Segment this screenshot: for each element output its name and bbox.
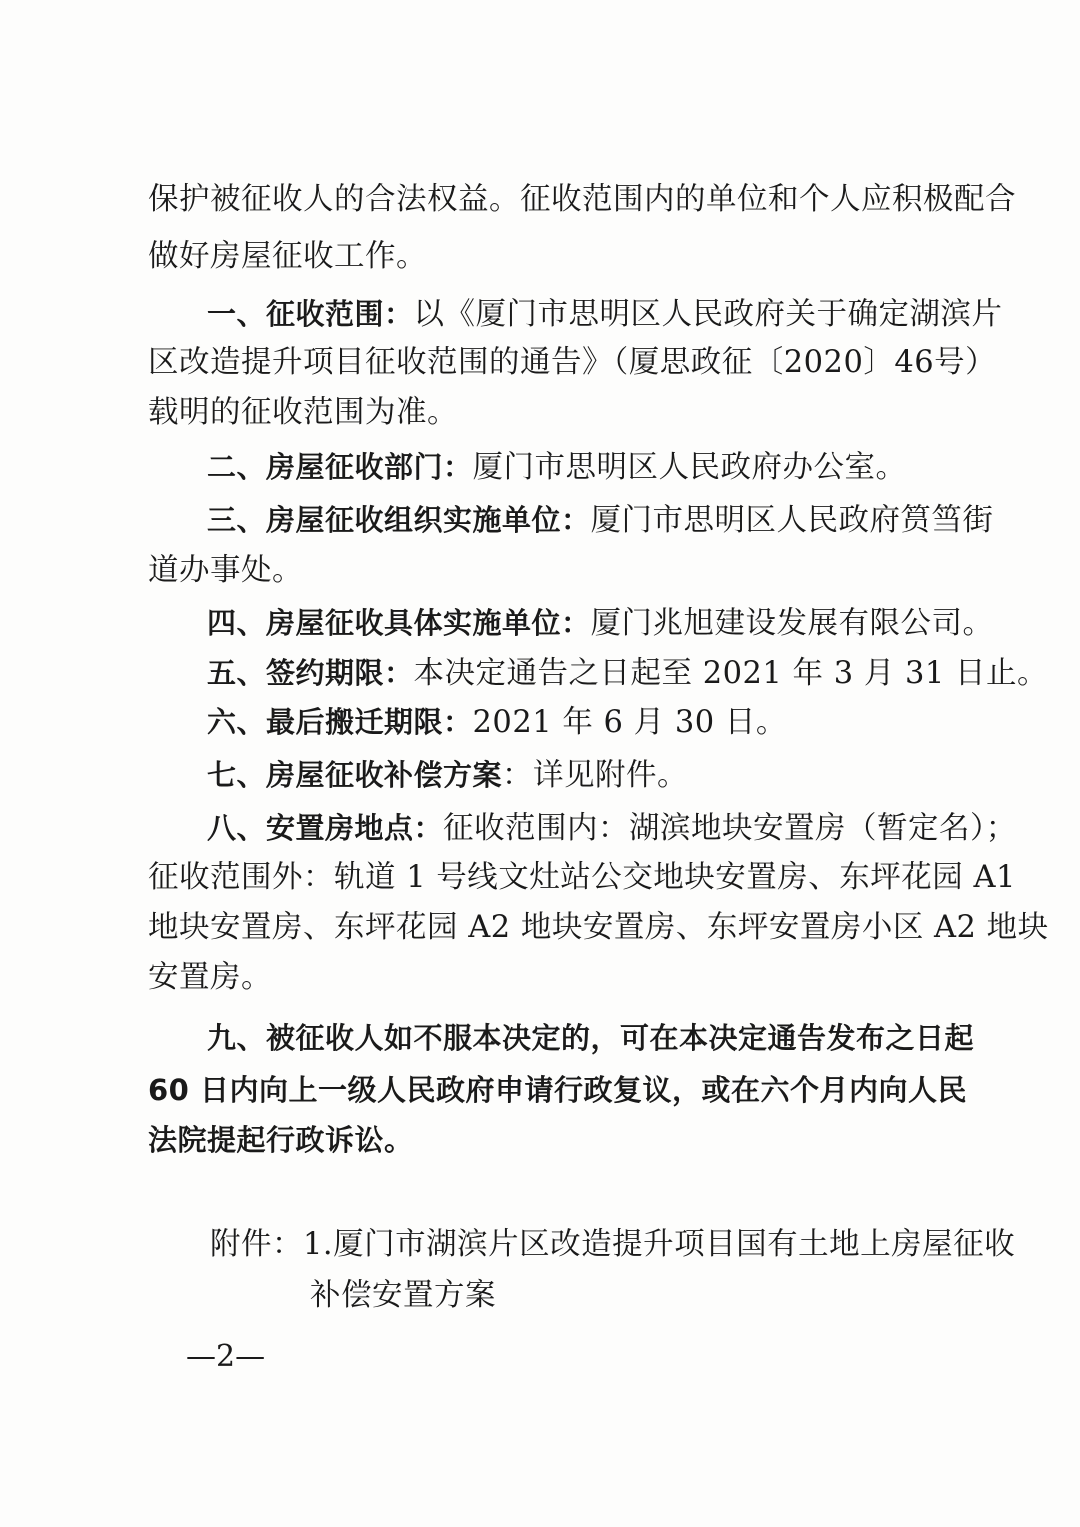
body-line: 法院提起行政诉讼。 <box>148 1123 414 1157</box>
section-4-heading: 四、房屋征收具体实施单位： <box>207 606 591 640</box>
section-9: 九、被征收人如不服本决定的，可在本决定通告发布之日起 <box>207 1021 975 1055</box>
body-line: 征收范围外：轨道 1 号线文灶站公交地块安置房、东坪花园 A1 <box>148 860 1016 895</box>
section-3-heading: 三、房屋征收组织实施单位： <box>207 503 591 537</box>
section-4: 四、房屋征收具体实施单位：厦门兆旭建设发展有限公司。 <box>207 606 994 641</box>
body-line: 60 日内向上一级人民政府申请行政复议，或在六个月内向人民 <box>148 1073 967 1107</box>
section-5-heading: 五、签约期限： <box>207 656 414 690</box>
page-number: —2— <box>186 1339 266 1374</box>
body-line: 地块安置房、东坪花园 A2 地块安置房、东坪安置房小区 A2 地块 <box>148 910 1049 945</box>
section-2: 二、房屋征收部门：厦门市思明区人民政府办公室。 <box>207 450 907 485</box>
body-line: 安置房。 <box>148 960 272 995</box>
section-6: 六、最后搬迁期限：2021 年 6 月 30 日。 <box>207 705 787 740</box>
attachment-item: 1.厦门市湖滨片区改造提升项目国有土地上房屋征收 <box>303 1227 1016 1262</box>
section-8-heading: 八、安置房地点： <box>207 811 444 845</box>
section-3: 三、房屋征收组织实施单位：厦门市思明区人民政府筼筜街 <box>207 503 994 538</box>
section-7-heading: 七、房屋征收补偿方案 <box>207 758 503 792</box>
section-5: 五、签约期限：本决定通告之日起至 2021 年 3 月 31 日止。 <box>207 656 1049 691</box>
section-8: 八、安置房地点：征收范围内：湖滨地块安置房（暂定名）； <box>207 811 1017 846</box>
attachment-label: 附件： <box>210 1227 303 1262</box>
body-line: 载明的征收范围为准。 <box>148 395 458 430</box>
attachment-line-continued: 补偿安置方案 <box>310 1278 496 1313</box>
section-1-heading: 一、征收范围： <box>207 297 414 331</box>
section-1: 一、征收范围：以《厦门市思明区人民政府关于确定湖滨片 <box>207 297 1003 332</box>
body-line: 做好房屋征收工作。 <box>148 239 427 274</box>
section-6-heading: 六、最后搬迁期限： <box>207 705 473 739</box>
section-2-heading: 二、房屋征收部门： <box>207 450 473 484</box>
attachment-line <box>210 1225 1015 1265</box>
body-line: 道办事处。 <box>148 553 303 588</box>
body-line: 保护被征收人的合法权益。征收范围内的单位和个人应积极配合 <box>148 182 1016 217</box>
section-7: 七、房屋征收补偿方案：详见附件。 <box>207 758 689 793</box>
body-line: 区改造提升项目征收范围的通告》（厦思政征〔2020〕46号） <box>148 345 997 380</box>
